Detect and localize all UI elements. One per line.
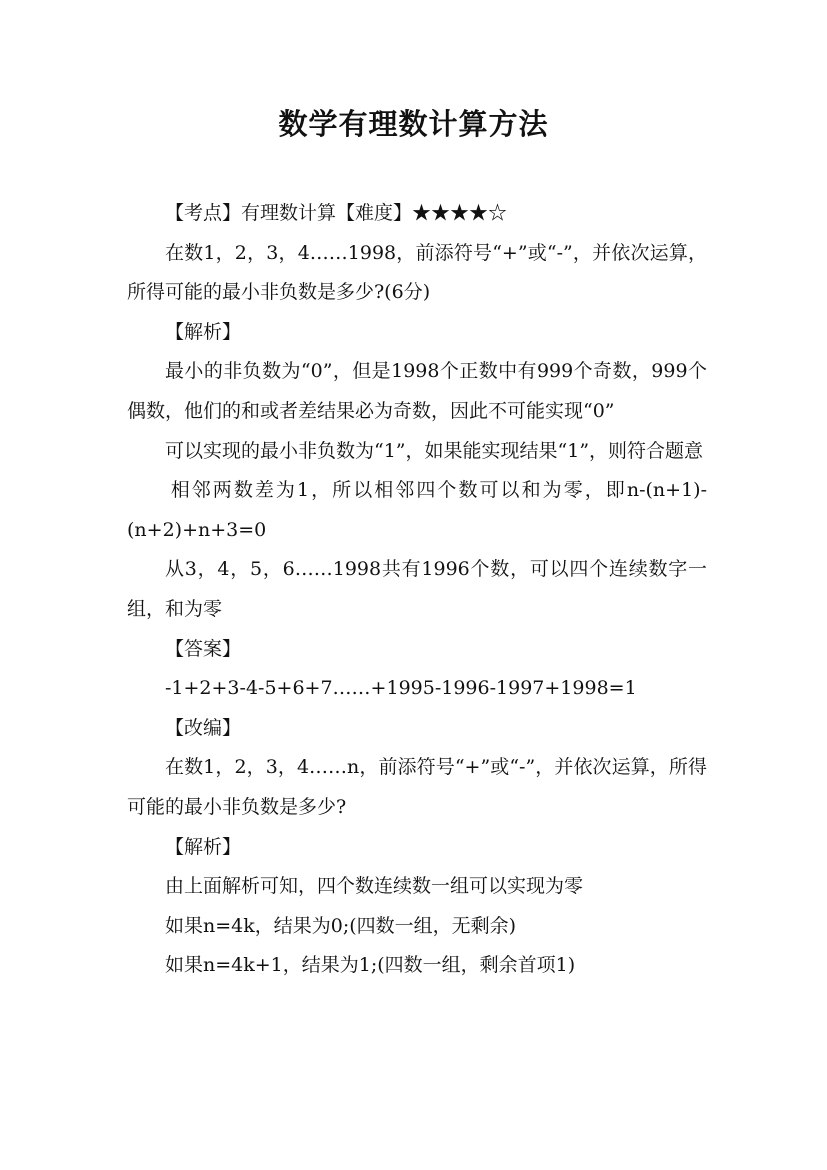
- analysis-line-3: 如果n=4k+1，结果为1;(四数一组，剩余首项1): [165, 954, 576, 977]
- analysis-paragraph-2: 可以实现的最小非负数为“1”，如果能实现结果“1”，则符合题意: [165, 439, 704, 462]
- analysis-line-2: 如果n=4k，结果为0;(四数一组，无剩余): [165, 914, 517, 937]
- answer-heading: 【答案】: [165, 637, 242, 660]
- analysis-paragraph-3: 相邻两数差为1，所以相邻四个数可以和为零，即n-(n+1)-(n+2)+n+3=0: [127, 479, 707, 541]
- analysis-line-1: 由上面解析可知，四个数连续数一组可以实现为零: [165, 875, 584, 898]
- adaptation-heading: 【改编】: [165, 716, 242, 739]
- answer-expression: -1+2+3-4-5+6+7……+1995-1996-1997+1998=1: [165, 677, 637, 700]
- document-body: [127, 194, 707, 986]
- analysis-paragraph-1: 最小的非负数为“0”，但是1998个正数中有999个奇数，999个偶数，他们的和或者差结果必为奇数，因此不可能实现“0”: [127, 360, 707, 422]
- adaptation-question: 在数1，2，3，4……n，前添符号“+”或“-”，并依次运算，所得可能的最小非负数是多少?: [127, 756, 707, 818]
- analysis-heading-2: 【解析】: [165, 835, 242, 858]
- exam-point-line: 【考点】有理数计算【难度】★★★★☆: [165, 202, 508, 224]
- question-paragraph: 在数1，2，3，4……1998，前添符号“+”或“-”，并依次运算，所得可能的最小非负数是多少?(6分): [127, 241, 707, 304]
- document-title: 数学有理数计算方法: [278, 107, 549, 141]
- analysis-paragraph-4: 从3，4，5，6……1998共有1996个数，可以四个连续数字一组，和为零: [127, 558, 707, 620]
- analysis-heading: 【解析】: [165, 320, 242, 343]
